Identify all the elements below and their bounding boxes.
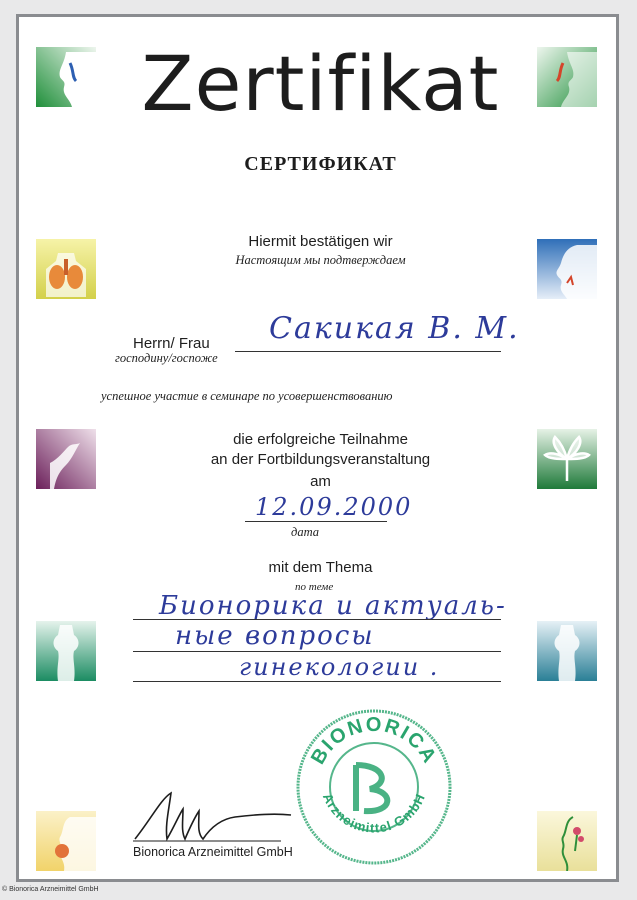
nose-profile-icon (36, 47, 96, 107)
theme-label-de: mit dem Thema (268, 559, 373, 576)
date-line (245, 521, 387, 522)
throat-profile-icon (36, 811, 96, 871)
theme-label-ru: по теме (295, 581, 334, 593)
participation-text-de-2: an der Fortbildungsveranstaltung (210, 451, 431, 468)
participation-text-de-1: die erfolgreiche Teilnahme (233, 431, 408, 448)
stamp-top-text: BIONORICA (306, 713, 442, 769)
face-flower-icon (537, 811, 597, 871)
female-torso-icon (36, 621, 96, 681)
date-label-ru: дата (291, 525, 320, 539)
confirm-text-de: Hiermit bestätigen wir (248, 233, 393, 250)
signature (131, 789, 331, 845)
recipient-label-ru: господину/госпоже (115, 351, 218, 365)
theme-rule-2 (133, 651, 501, 652)
stamp-bottom-text: Arzneimittel GmbH (319, 790, 429, 836)
participation-text-ru: успешное участие в семинаре по усовершенствованию (101, 389, 393, 403)
date-label-de: am (310, 473, 331, 490)
certificate-page (16, 14, 619, 882)
confirm-text-ru: Настоящим мы подтверждаем (235, 253, 406, 267)
nose-profile-icon (537, 47, 597, 107)
certificate-title: Zertifikat (141, 39, 500, 128)
theme-rule-1 (133, 619, 501, 620)
signatory-name: Bionorica Arzneimittel GmbH (133, 845, 293, 859)
copyright-notice: © Bionorica Arzneimittel GmbH (2, 886, 99, 893)
recipient-line (235, 351, 501, 352)
theme-line-2: ные вопросы (175, 621, 375, 651)
date-value: 12.09.2000 (255, 493, 413, 521)
certificate-subtitle: СЕРТИФИКАТ (244, 153, 397, 175)
recipient-label-de: Herrn/ Frau (133, 335, 210, 352)
recipient-name: Сакикая В. М. (269, 311, 520, 346)
female-figure-icon (537, 621, 597, 681)
theme-line-3: гинекологии . (239, 653, 440, 681)
svg-text:BIONORICA (307, 714, 441, 768)
theme-line-1: Бионорика и актуаль- (159, 591, 507, 621)
theme-rule-3 (133, 681, 501, 682)
